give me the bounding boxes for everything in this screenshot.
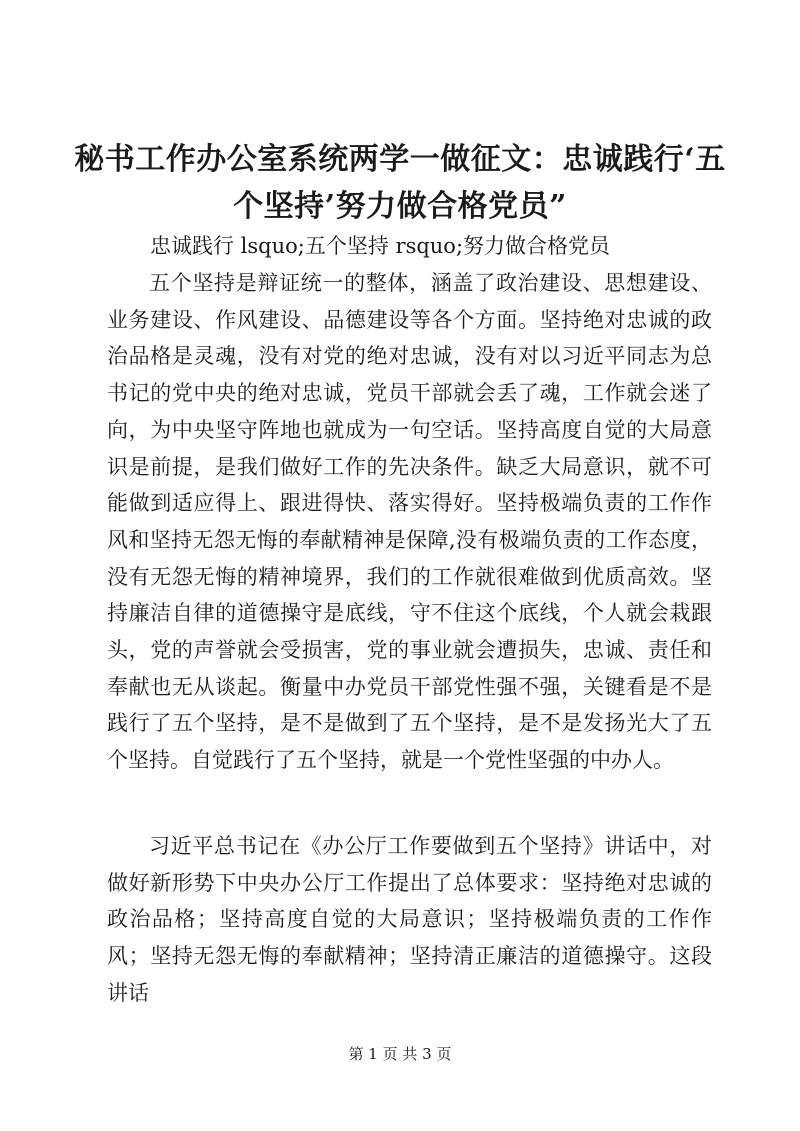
document-subtitle: 忠诚践行 lsquo;五个坚持 rsquo;努力做合格党员 [150,234,611,258]
body-paragraph-2: 习近平总书记在《办公厅工作要做到五个坚持》讲话中，对做好新形势下中央办公厅工作提出了总体要求：坚持绝对忠诚的政治品格；坚持高度自觉的大局意识；坚持极端负责的工作作风；坚持无怨无悔的奉献精神；坚持清正廉洁的道德操守。这段讲话 [107,834,712,1005]
document-title: 秘书工作办公室系统两学一做征文：忠诚践行‘五个坚持’努力做合格党员” [74,142,726,224]
page-number-footer: 第 1 页 共 3 页 [348,1045,452,1063]
body-paragraph-1: 五个坚持是辩证统一的整体，涵盖了政治建设、思想建设、业务建设、作风建设、品德建设等各个方面。坚持绝对忠诚的政治品格是灵魂，没有对党的绝对忠诚，没有对以习近平同志为总书记的党中央的绝对忠诚，党员干部就会丢了魂，工作就会迷了向，为中央坚守阵地也就成为一句空话。坚持高度自觉的大局意识是前提，是我们做好工作的先决条件。缺乏大局意识，就不可能做到适应得上、跟进得快、落实得好。坚持极端负责的工作作风和坚持无怨无悔的奉献精神是保障,没有极端负责的工作态度，没有无怨无悔的精神境界，我们的工作就很难做到优质高效。坚持廉洁自律的道德操守是底线，守不住这个底线，个人就会栽跟头，党的声誉就会受损害，党的事业就会遭损失，忠诚、责任和奉献也无从谈起。衡量中办党员干部党性强不强，关键看是不是践行了五个坚持，是不是做到了五个坚持，是不是发扬光大了五个坚持。自觉践行了五个坚持，就是一个党性坚强的中办人。 [107,271,712,773]
